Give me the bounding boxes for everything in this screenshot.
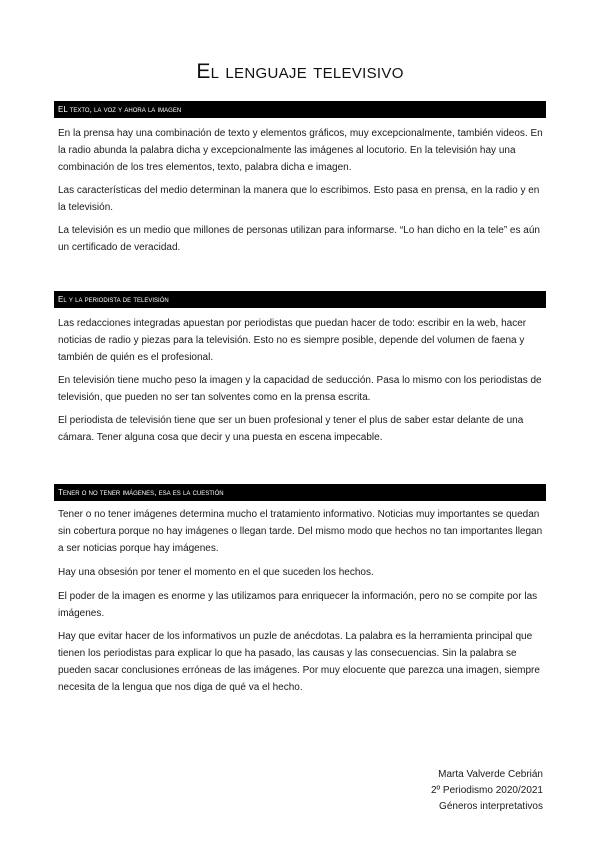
paragraph: Las características del medio determinan la manera que lo escribimos. Esto pasa en prensa, en la radio y en la televisión. [58,185,540,213]
paragraph: El poder de la imagen es enorme y las utilizamos para enriquecer la información, pero no se compite por las imágenes. [58,591,538,619]
paragraph: En la prensa hay una combinación de texto y elementos gráficos, muy excepcionalmente, también videos. En la radio abunda la palabra dicha y excepcionalmente las imágenes al locutorio. En la televisión hay una combinación de los tres elementos, texto, palabra dicha e imagen. [58,128,543,173]
paragraph: Las redacciones integradas apuestan por periodistas que puedan hacer de todo: escribir en la web, hacer noticias de radio y piezas para la televisión. Esto no es siempre posible, depende del volumen de faena y también de quién es el profesional. [58,318,527,363]
paragraph: En televisión tiene mucho peso la imagen y la capacidad de seducción. Pasa lo mismo con los periodistas de televisión, que pueden no ser tan solventes como en la prensa escrita. [58,375,542,403]
paragraph: Tener o no tener imágenes determina mucho el tratamiento informativo. Noticias muy importantes se quedan sin cobertura porque no hay imágenes o llegan tarde. Del mismo modo que hechos no tan importantes llegan a ser noticias porque hay imágenes. [58,509,543,554]
paragraph: Hay una obsesión por tener el momento en el que suceden los hechos. [58,567,374,578]
course-label: 2º Periodismo 2020/2021 [430,785,543,796]
document-footer [431,767,543,815]
paragraph: El periodista de televisión tiene que ser un buen profesional y tener el plus de saber estar delante de una cámara. Tener alguna cosa que decir y una puesta en escena impecable. [58,415,524,443]
paragraph: La televisión es un medio que millones de personas utilizan para informarse. “Lo han dicho en la tele” es aún un certificado de veracidad. [58,225,540,253]
section-header: El y la periodista de televisión [54,291,546,308]
section-header: EL texto, la voz y ahora la imagen [54,101,546,118]
page-title: El lenguaje televisivo [196,60,404,83]
section-header: Tener o no tener imágenes, esa es la cuestión [54,484,546,501]
author-name: Marta Valverde Cebrián [438,769,543,780]
subject-label: Géneros interpretativos [439,801,543,812]
paragraph: Hay que evitar hacer de los informativos un puzle de anécdotas. La palabra es la herramienta principal que tienen los periodistas para explicar lo que ha pasado, las causas y las consecuencias. Sin la palabra se pueden sacar conclusiones erróneas de las imágenes. Por muy elocuente que parezca una imagen, siempre necesita de la lengua que nos diga de qué va el hecho. [58,631,540,693]
